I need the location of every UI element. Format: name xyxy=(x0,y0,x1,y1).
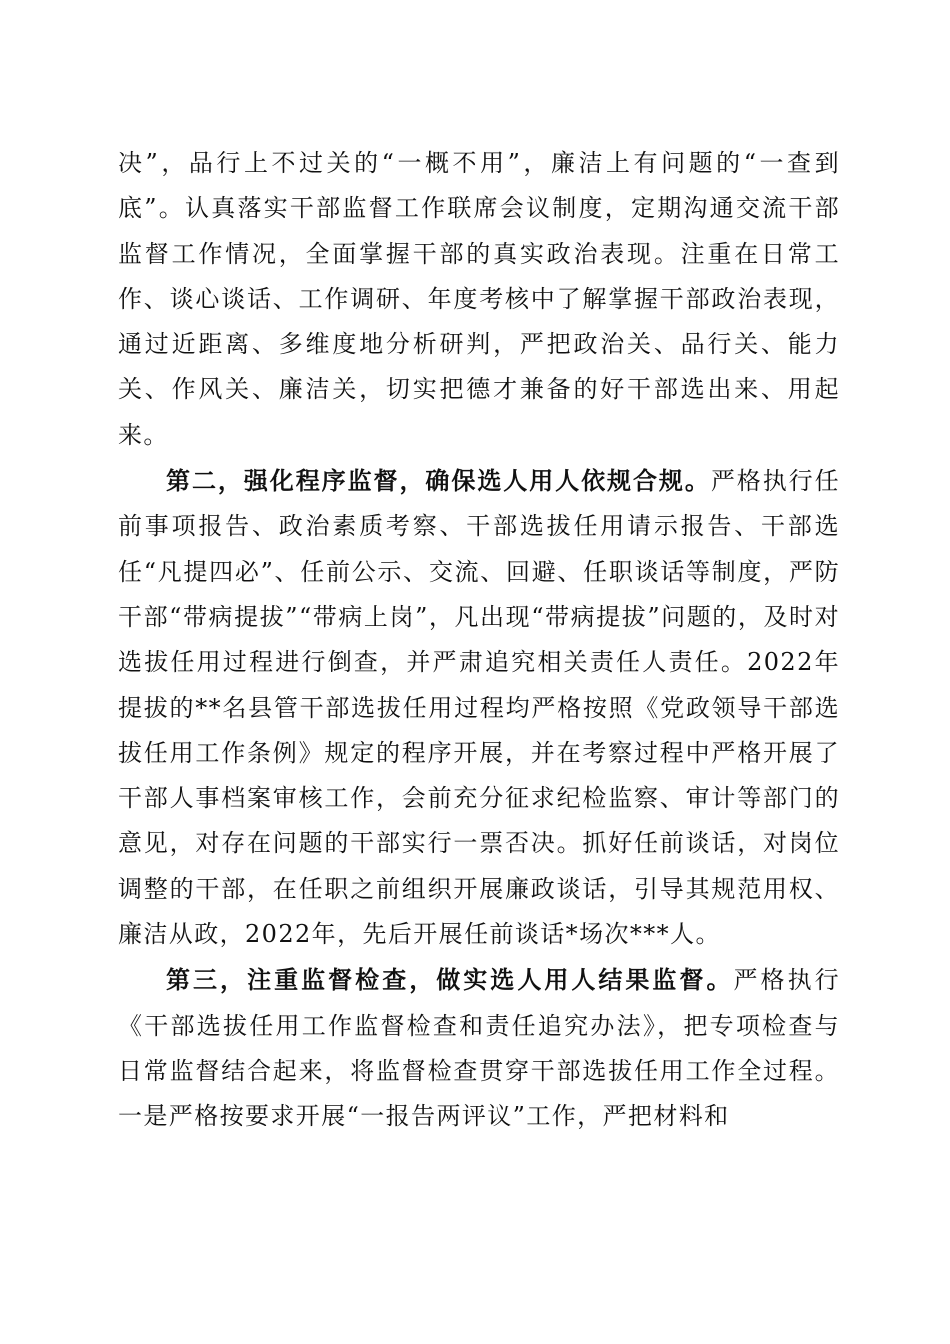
paragraph-lead: 第二，强化程序监督，确保选人用人依规合规。 xyxy=(166,466,711,496)
paragraph-continuation xyxy=(118,140,840,458)
paragraph-procedure-supervision xyxy=(118,458,840,957)
paragraph-inspection-supervision xyxy=(118,957,840,1139)
paragraph-body: 严格执行任前事项报告、政治素质考察、干部选拔任用请示报告、干部选任“凡提四必”、任前公示、交流、回避、任职谈话等制度，严防干部“带病提拔”“带病上岗”，凡出现“带病提拔”问题的，及时对选拔任用过程进行倒查，并严肃追究相关责任人责任。2022年提拔的**名县管干部选拔任用过程均严格按照《党政领导干部选拔任用工作条例》规定的程序开展，并在考察过程中严格开展了干部人事档案审核工作，会前充分征求纪检监察、审计等部门的意见，对存在问题的干部实行一票否决。抓好任前谈话，对岗位调整的干部，在任职之前组织开展廉政谈话，引导其规范用权、廉洁从政，2022年，先后开展任前谈话*场次***人。 xyxy=(118,467,841,949)
paragraph-body: 严格执行《干部选拔任用工作监督检查和责任追究办法》，把专项检查与日常监督结合起来，将监督检查贯穿干部选拔任用工作全过程。一是严格按要求开展“一报告两评议”工作，严把材料和 xyxy=(118,966,840,1131)
document-page xyxy=(118,140,840,1140)
paragraph-lead: 第三，注重监督检查，做实选人用人结果监督。 xyxy=(166,965,734,995)
paragraph-body: 决”，品行上不过关的“一概不用”，廉洁上有问题的“一查到底”。认真落实干部监督工作联席会议制度，定期沟通交流干部监督工作情况，全面掌握干部的真实政治表现。注重在日常工作、谈心谈话、工作调研、年度考核中了解掌握干部政治表现，通过近距离、多维度地分析研判，严把政治关、品行关、能力关、作风关、廉洁关，切实把德才兼备的好干部选出来、用起来。 xyxy=(118,149,840,449)
